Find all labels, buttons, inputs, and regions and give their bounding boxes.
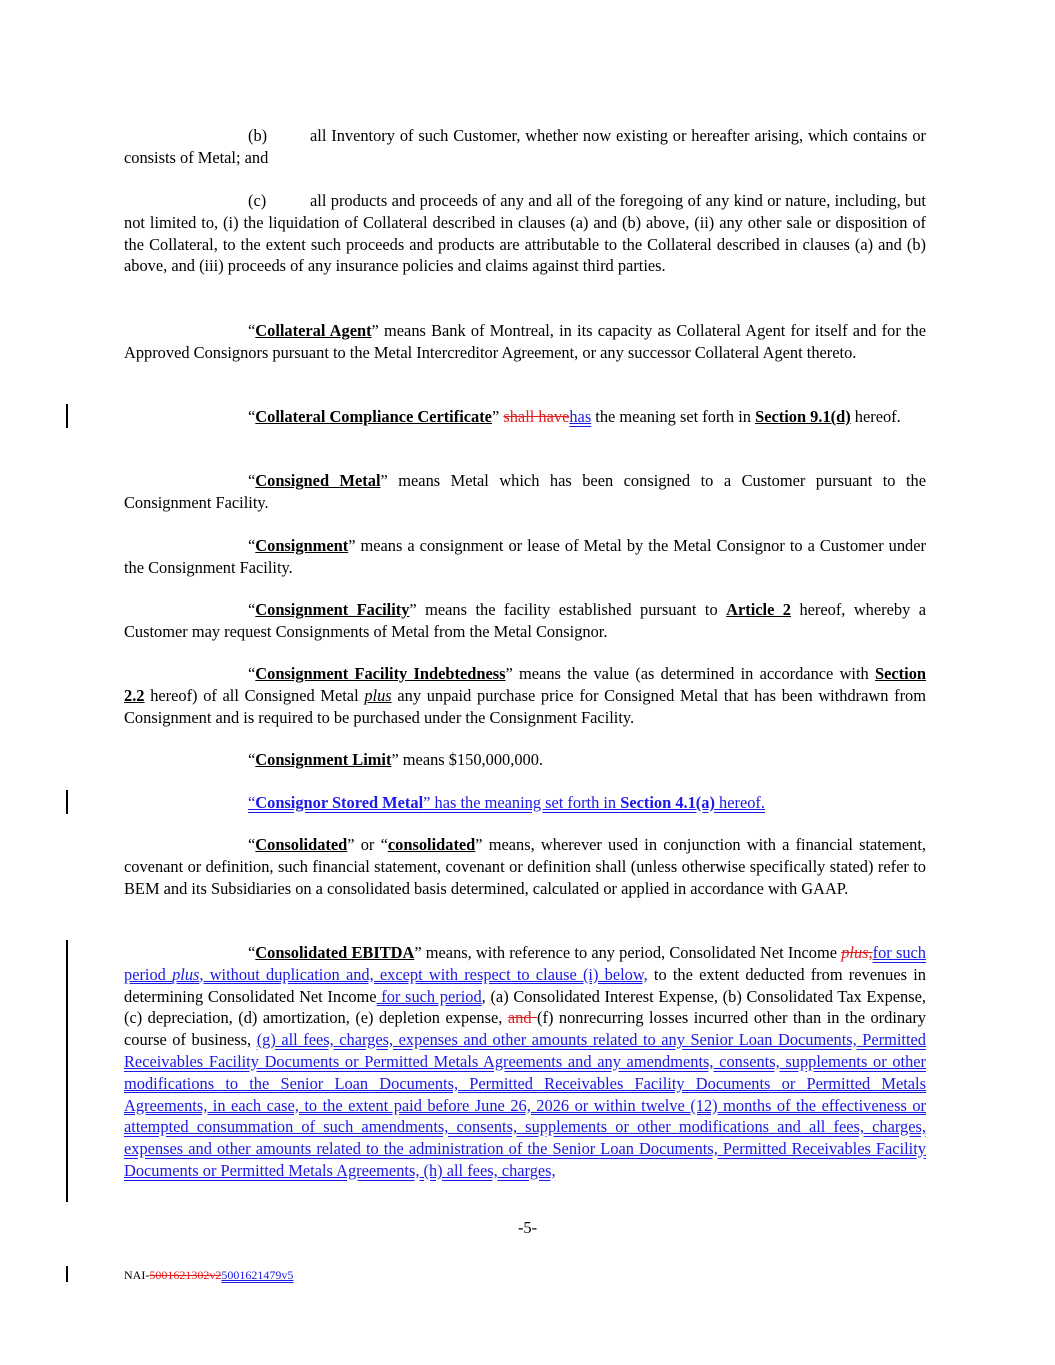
definition-text: ” means Metal which has been consigned to a Customer pursuant to the Consignment Facility. bbox=[124, 471, 926, 512]
definition-consignment-facility: “Consignment Facility” means the facility established pursuant to Article 2 hereof, whereby a Customer may request Consignments of Metal from the Metal Consignor. bbox=[124, 600, 926, 641]
change-bar bbox=[66, 404, 68, 428]
defined-term: Collateral Compliance Certificate bbox=[255, 407, 492, 426]
clause-c bbox=[124, 190, 926, 277]
plus-italic: plus bbox=[364, 685, 392, 705]
inserted-text: for such period bbox=[376, 986, 482, 1006]
defined-term: Consignment Limit bbox=[255, 750, 392, 769]
section-reference: Section 2.2 bbox=[124, 664, 927, 705]
definition-text: ” means, wherever used in conjunction with a financial statement, covenant or definition, such financial statement, covenant or definition shall (unless otherwise specifically stated) refer to BEM and its Subsidiaries on a consolidated basis determined, calculated or applied in accordance with GAAP. bbox=[124, 835, 926, 898]
page-number: -5- bbox=[517, 1218, 538, 1237]
defined-term: Consolidated EBITDA bbox=[255, 943, 415, 962]
deleted-text: shall have bbox=[503, 407, 570, 426]
inserted-text: has bbox=[569, 407, 592, 426]
change-bar bbox=[66, 1266, 68, 1282]
definition-consolidated: “Consolidated” or “consolidated” means, wherever used in conjunction with a financial statement, covenant or definition, such financial statement, covenant or definition shall (unless otherwise specifically stated) refer to BEM and its Subsidiaries on a consolidated basis determined, calculated or applied in accordance with GAAP. bbox=[124, 835, 926, 898]
definition-collateral-compliance-certificate: “Collateral Compliance Certificate” shall havehas the meaning set forth in Section 9.1(d) hereof. bbox=[248, 407, 901, 426]
document-id-footer: NAI-5001621302v25001621479v5 bbox=[124, 1268, 294, 1282]
defined-term: Consignment Facility bbox=[255, 600, 410, 619]
clause-label: (c) bbox=[248, 191, 267, 210]
definition-text: ” means $150,000,000. bbox=[391, 750, 544, 769]
definition-text: ” means Bank of Montreal, in its capacity as Collateral Agent for itself and for the Approved Consignors pursuant to the Metal Intercreditor Agreement, or any successor Collateral Agent thereto. bbox=[124, 321, 926, 362]
deleted-text: 5001621302v2 bbox=[149, 1268, 222, 1282]
definition-text: ” means a consignment or lease of Metal by the Metal Consignor to a Customer under the Consignment Facility. bbox=[124, 536, 926, 577]
defined-term: Consignment Facility Indebtedness bbox=[255, 664, 506, 683]
clause-text: all Inventory of such Customer, whether now existing or hereafter arising, which contains or consists of Metal; and bbox=[124, 126, 926, 167]
defined-term: Consigned Metal bbox=[255, 471, 381, 490]
defined-term: Consolidated bbox=[255, 835, 348, 854]
definition-consignment: “Consignment” means a consignment or lease of Metal by the Metal Consignor to a Customer under the Consignment Facility. bbox=[124, 536, 926, 577]
inserted-text: , without duplication and, except with respect to clause (i) below, bbox=[199, 964, 648, 984]
deleted-text: and bbox=[507, 1008, 538, 1028]
definition-consignment-facility-indebtedness: “Consignment Facility Indebtedness” means the value (as determined in accordance with Section 2.2 hereof) of all Consigned Metal plus any unpaid purchase price for Consigned Metal that has been withdrawn from Consignment and is required to be purchased under the Consignment Facility. bbox=[124, 664, 927, 727]
clause-text: all products and proceeds of any and all of the foregoing of any kind or nature, including, but not limited to, (i) the liquidation of Collateral described in clauses (a) and (b) above, (ii) any other sale or disposition of the Collateral, to the extent such proceeds and products are attributable to the Collateral described in clauses (a) and (b) above, and (iii) proceeds of any insurance policies and claims against third parties. bbox=[124, 191, 926, 276]
defined-term: consolidated bbox=[387, 835, 476, 854]
definition-consolidated-ebitda: “Consolidated EBITDA” means, with reference to any period, Consolidated Net Income plus,for such period plus, without duplication and, except with respect to clause (i) below, to the extent deducted from revenues in determining Consolidated Net Income for such period, (a) Consolidated Interest Expense, (b) Consolidated Tax Expense, (c) depreciation, (d) amortization, (e) depletion expense, and (f) nonrecurring losses incurred other than in the ordinary course of business, (g) all fees, charges, expenses and other amounts related to any Senior Loan Documents, Permitted Receivables Facility Documents or Permitted Metals Agreements and any amendments, consents, supplements or other modifications to the Senior Loan Documents, Permitted Receivables Facility Documents or Permitted Metals Agreements, in each case, to the extent paid before June 26, 2026 or within twelve (12) months of the effectiveness or attempted consummation of such amendments, consents, supplements or other modifications and all fees, charges, expenses and other amounts related to the administration of the Senior Loan Documents, Permitted Receivables Facility Documents or Permitted Metals Agreements, (h) all fees, charges, bbox=[124, 943, 926, 1180]
inserted-text: for such period bbox=[124, 943, 926, 984]
clause-label: (b) bbox=[248, 126, 268, 145]
definition-consigned-metal: “Consigned Metal” means Metal which has been consigned to a Customer pursuant to the Consignment Facility. bbox=[124, 471, 926, 512]
inserted-text: 5001621479v5 bbox=[221, 1268, 294, 1282]
defined-term: Consignment bbox=[255, 536, 349, 555]
section-reference: Section 9.1(d) bbox=[755, 407, 851, 426]
change-bar bbox=[66, 940, 68, 1202]
defined-term: Collateral Agent bbox=[255, 321, 372, 340]
article-reference: Article 2 bbox=[726, 600, 791, 619]
clause-b bbox=[124, 125, 926, 169]
change-bar bbox=[66, 790, 68, 814]
inserted-text: (g) all fees, charges, expenses and other amounts related to any Senior Loan Documents, Permitted Receivables Facility Documents or Permitted Metals Agreements and any amendments, consents, supplements or other modifications to the Senior Loan Documents, Permitted Receivables Facility Documents or Permitted Metals Agreements, in each case, to the extent paid before June 26, 2026 or within twelve (12) months of the effectiveness or attempted consummation of such amendments, consents, supplements or other modifications and all fees, charges, expenses and other amounts related to the administration of the Senior Loan Documents, Permitted Receivables Facility Documents or Permitted Metals Agreements, (h) all fees, charges, bbox=[124, 1030, 926, 1180]
deleted-text: plus, bbox=[841, 943, 873, 962]
defined-term: Consignor Stored Metal bbox=[255, 793, 424, 812]
definition-consignment-limit: “Consignment Limit” means $150,000,000. bbox=[248, 750, 544, 769]
definition-collateral-agent: “Collateral Agent” means Bank of Montreal, in its capacity as Collateral Agent for itself and for the Approved Consignors pursuant to the Metal Intercreditor Agreement, or any successor Collateral Agent thereto. bbox=[124, 321, 926, 362]
definition-consignor-stored-metal: “Consignor Stored Metal” has the meaning set forth in Section 4.1(a) hereof. bbox=[248, 793, 765, 812]
section-reference: Section 4.1(a) bbox=[620, 793, 715, 812]
inserted-text: plus bbox=[172, 964, 200, 984]
